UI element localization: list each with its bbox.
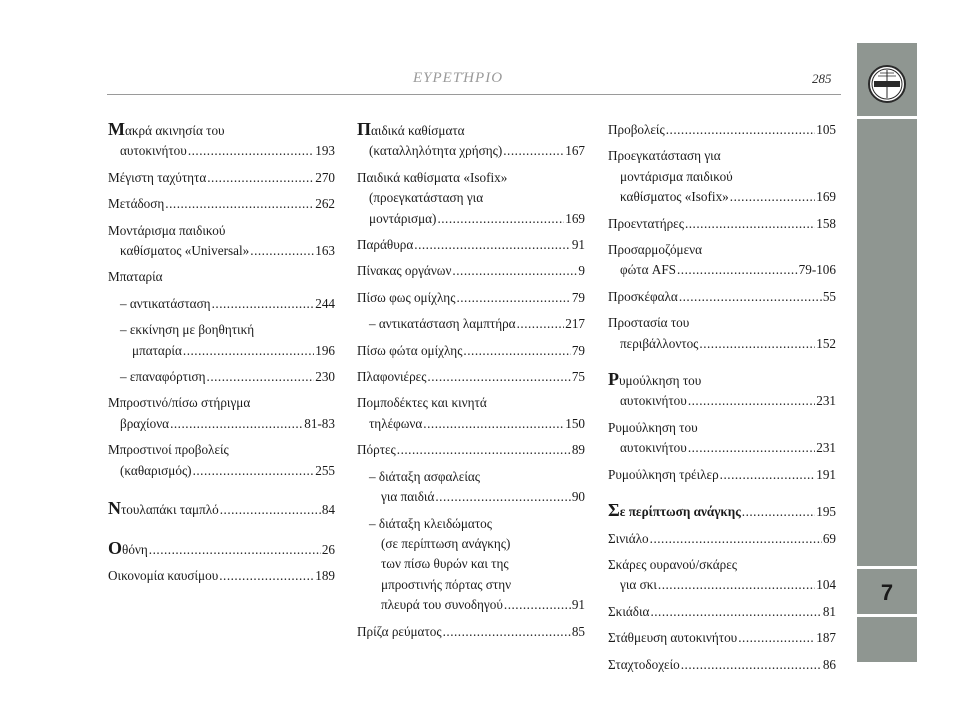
sidebar-middle-block xyxy=(857,119,917,566)
index-column-1 xyxy=(108,120,335,586)
index-entry: Προσκέφαλα ..... 55 xyxy=(608,287,836,307)
index-entry: Πρίζα ρεύματος ..... 85 xyxy=(357,622,585,642)
index-entry: Μακρά ακινησία του αυτοκινήτου ..... 193 xyxy=(108,120,335,162)
page-ref: 189 xyxy=(315,567,335,583)
section-letter: Ρ xyxy=(608,369,619,390)
section-letter: Ν xyxy=(108,498,121,519)
page-ref: 231 xyxy=(816,393,836,409)
index-entry: Πίσω φως ομίχλης ..... 79 xyxy=(357,288,585,308)
index-entry: Οικονομία καυσίμου ..... 189 xyxy=(108,566,335,586)
page-ref: 270 xyxy=(315,169,335,185)
index-entry: Σκιάδια ..... 81 xyxy=(608,602,836,622)
page-ref: 196 xyxy=(315,342,335,358)
section-letter: Π xyxy=(357,119,372,139)
page-ref: 69 xyxy=(822,530,836,546)
chapter-number: 7 xyxy=(880,580,894,605)
index-entry: Παιδικά καθίσματα (καταλληλότητα χρήσης) ..... 167 xyxy=(357,120,585,162)
page-ref: 262 xyxy=(315,196,335,212)
index-entry: Ρυμούλκηση τρέιλερ ..... 191 xyxy=(608,465,836,485)
index-entry: Μπροστινοί προβολείς (καθαρισμός) ..... 255 xyxy=(108,440,335,481)
index-subentry: – αντικατάσταση ..... 244 xyxy=(108,294,335,314)
page-ref: 9 xyxy=(578,263,585,279)
index-subentry: – διάταξη ασφαλείας για παιδιά ..... 90 xyxy=(357,467,585,508)
section-letter: Μ xyxy=(108,119,125,139)
index-entry: Μπαταρία xyxy=(108,269,163,285)
header-rule xyxy=(107,94,841,95)
page-ref: 90 xyxy=(571,489,585,505)
page-ref: 85 xyxy=(571,623,585,639)
page-ref: 91 xyxy=(571,237,585,253)
page-ref: 231 xyxy=(816,440,836,456)
index-entry: Μπροστινό/πίσω στήριγμα βραχίονα ..... 81-83 xyxy=(108,393,335,434)
index-entry: Σταχτοδοχείο ..... 86 xyxy=(608,655,836,675)
index-entry: Προστασία του περιβάλλοντος ..... 152 xyxy=(608,313,836,354)
index-entry: Προβολείς ..... 105 xyxy=(608,120,836,140)
page-ref: 191 xyxy=(816,466,836,482)
page-ref: 55 xyxy=(822,288,836,304)
index-entry: Πίνακας οργάνων ..... 9 xyxy=(357,261,585,281)
index-entry: Προσαρμοζόμενα φώτα AFS ..... 79-106 xyxy=(608,240,836,281)
page-ref: 84 xyxy=(321,502,335,518)
brand-logo-icon xyxy=(868,65,906,103)
index-entry: Ρυμούλκηση του αυτοκινήτου ..... 231 xyxy=(608,418,836,459)
index-entry: Πλαφονιέρες ..... 75 xyxy=(357,367,585,387)
page-ref: 89 xyxy=(571,442,585,458)
section-letter: Σ xyxy=(608,500,620,521)
section-letter: Ο xyxy=(108,537,123,558)
page-ref: 169 xyxy=(565,210,585,226)
page-ref: 81 xyxy=(822,603,836,619)
index-entry: Μέγιστη ταχύτητα ..... 270 xyxy=(108,168,335,188)
page-ref: 79 xyxy=(571,289,585,305)
page-ref: 86 xyxy=(822,656,836,672)
index-entry: Ν τουλαπάκι ταμπλό ..... 84 xyxy=(108,499,335,520)
page-ref: 26 xyxy=(321,541,335,557)
page-ref: 105 xyxy=(816,122,836,137)
index-subentry: – διάταξη κλειδώματος (σε περίπτωση ανάγκης) των πίσω θυρών και της μπροστινής πόρτας στην πλευρά του συνοδηγού ..... 91 xyxy=(357,514,585,616)
page-ref: 167 xyxy=(565,143,585,159)
index-entry: Πόρτες ..... 89 xyxy=(357,440,585,460)
index-entry: Ο θόνη ..... 26 xyxy=(108,539,335,560)
index-entry: Πομποδέκτες και κινητά τηλέφωνα ..... 150 xyxy=(357,393,585,434)
index-entry: Προεντατήρες ..... 158 xyxy=(608,214,836,234)
page-ref: 187 xyxy=(816,630,836,646)
page-ref: 217 xyxy=(565,316,585,332)
index-entry: Παιδικά καθίσματα «Isofix» (προεγκατάσταση για μοντάρισμα) ..... 169 xyxy=(357,168,585,229)
page-ref: 230 xyxy=(315,369,335,385)
index-entry: Μοντάρισμα παιδικού καθίσματος «Universal» ..... 163 xyxy=(108,221,335,262)
page-ref: 75 xyxy=(571,369,585,385)
index-column-2 xyxy=(357,120,585,642)
index-entry: Ρυμούλκηση του αυτοκινήτου ..... 231 xyxy=(608,370,836,412)
page-ref: 169 xyxy=(816,189,836,205)
page-ref: 104 xyxy=(816,577,836,593)
index-column-3 xyxy=(608,120,836,675)
sidebar-bottom-block xyxy=(857,617,917,662)
page-ref: 195 xyxy=(816,504,836,520)
page-ref: 255 xyxy=(315,462,335,478)
index-entry: Πίσω φώτα ομίχλης ..... 79 xyxy=(357,341,585,361)
index-subentry: – εκκίνηση με βοηθητική μπαταρία ..... 196 xyxy=(108,320,335,361)
page-ref: 150 xyxy=(565,415,585,431)
index-entry: Παράθυρα ..... 91 xyxy=(357,235,585,255)
page-ref: 158 xyxy=(816,215,836,231)
index-entry: Προεγκατάσταση για μοντάρισμα παιδικού καθίσματος «Isofix» ..... 169 xyxy=(608,146,836,207)
page-ref: 79 xyxy=(571,342,585,358)
index-entry: Στάθμευση αυτοκινήτου ..... 187 xyxy=(608,628,836,648)
index-entry: Σ ε περίπτωση ανάγκης ..... 195 xyxy=(608,501,836,522)
page-ref: 193 xyxy=(315,143,335,159)
index-entry: Σκάρες ουρανού/σκάρες για σκι ..... 104 xyxy=(608,555,836,596)
running-header-title: ΕΥΡΕΤΉΡΙΟ xyxy=(413,70,504,86)
index-subentry: – επαναφόρτιση ..... 230 xyxy=(108,367,335,387)
page-ref: 244 xyxy=(315,295,335,311)
index-entry: Μετάδοση ..... 262 xyxy=(108,194,335,214)
page-ref: 81-83 xyxy=(304,415,335,431)
page-ref: 163 xyxy=(315,243,335,259)
index-entry: Σινιάλο ..... 69 xyxy=(608,529,836,549)
page-ref: 79-106 xyxy=(798,262,836,278)
page-number: 285 xyxy=(812,71,832,86)
page-ref: 152 xyxy=(816,335,836,351)
page-ref: 91 xyxy=(571,597,585,613)
index-subentry: – αντικατάσταση λαμπτήρα ..... 217 xyxy=(357,314,585,334)
